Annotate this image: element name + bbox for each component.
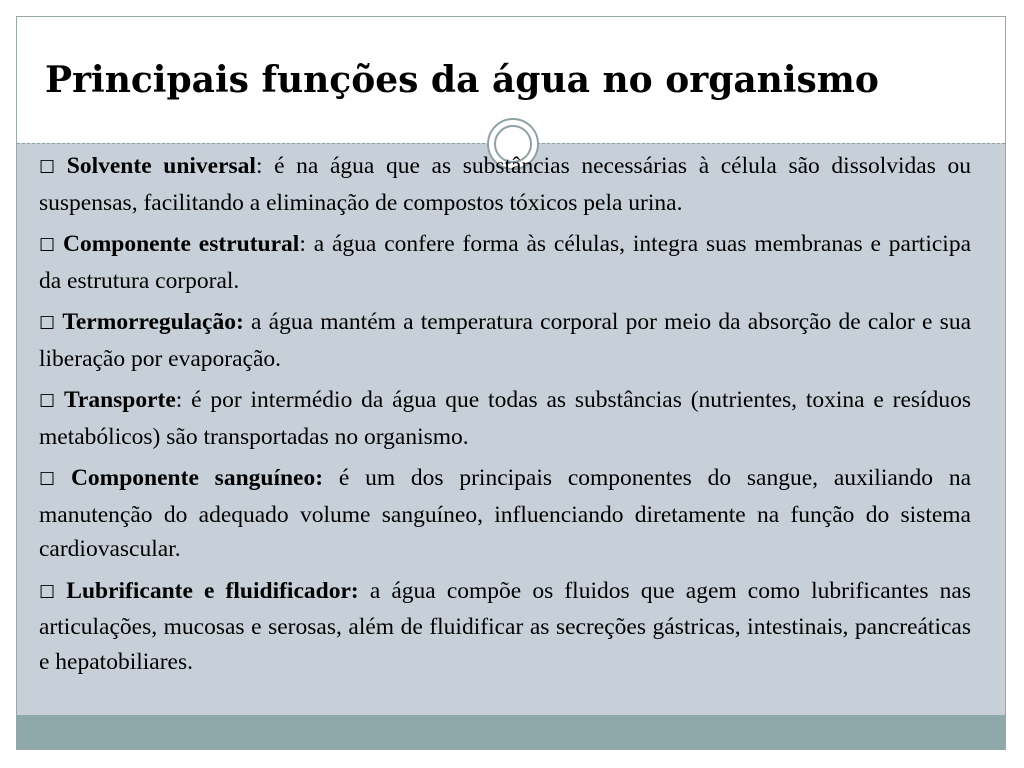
bullet-text: a água compõe os fluidos que agem como lubrificantes nas articulações, mucosas e serosas, além de fluidificar as secreções gástricas, intestinais, pancreáticas e hepatobiliares. (39, 577, 972, 675)
bullet-term: Termorregulação: (62, 309, 244, 335)
checkbox-bullet-icon: ☐ (39, 313, 56, 334)
footer-bar (17, 715, 1005, 749)
bullet-separator: : (255, 153, 263, 179)
bullet-text: é por intermédio da água que todas as substâncias (nutrientes, toxina e resíduos metabólicos) são transportadas no organismo. (39, 387, 971, 450)
bullet-text: a água mantém a temperatura corporal por meio da absorção de calor e sua liberação por evaporação. (39, 309, 971, 372)
checkbox-bullet-icon: ☐ (39, 581, 56, 603)
slide (16, 16, 1006, 750)
bullet-item-solvente (39, 149, 971, 220)
bullet-list (39, 149, 971, 686)
bullet-text: é um dos principais componentes do sangue, auxiliando na manutenção do adequado volume sanguíneo, influenciando diretamente na função do sistema cardiovascular. (39, 465, 972, 562)
bullet-item-termorregulacao (39, 305, 971, 376)
bullet-separator: : (175, 387, 183, 413)
checkbox-bullet-icon: ☐ (39, 469, 56, 490)
bullet-term: Componente estrutural (63, 231, 300, 257)
bullet-term: Componente sanguíneo: (70, 465, 324, 491)
checkbox-bullet-icon: ☐ (39, 391, 56, 412)
bullet-term: Lubrificante e fluidificador: (66, 577, 359, 604)
bullet-item-componente-estrutural (39, 227, 971, 298)
bullet-text: é na água que as substâncias necessárias à célula são dissolvidas ou suspensas, facilitando a eliminação de compostos tóxicos pela urina. (39, 153, 971, 216)
bullet-term: Transporte (63, 387, 176, 413)
checkbox-bullet-icon: ☐ (39, 235, 56, 256)
checkbox-bullet-icon: ☐ (39, 157, 56, 178)
bullet-item-transporte (39, 383, 971, 454)
slide-title: Principais funções da água no organismo (45, 59, 879, 101)
bullet-term: Solvente universal (66, 153, 256, 179)
bullet-separator: : (299, 231, 306, 257)
bullet-item-lubrificante (39, 574, 971, 680)
bullet-text: a água confere forma às células, integra suas membranas e participa da estrutura corporal. (39, 231, 971, 294)
bullet-item-componente-sanguineo (39, 461, 971, 567)
